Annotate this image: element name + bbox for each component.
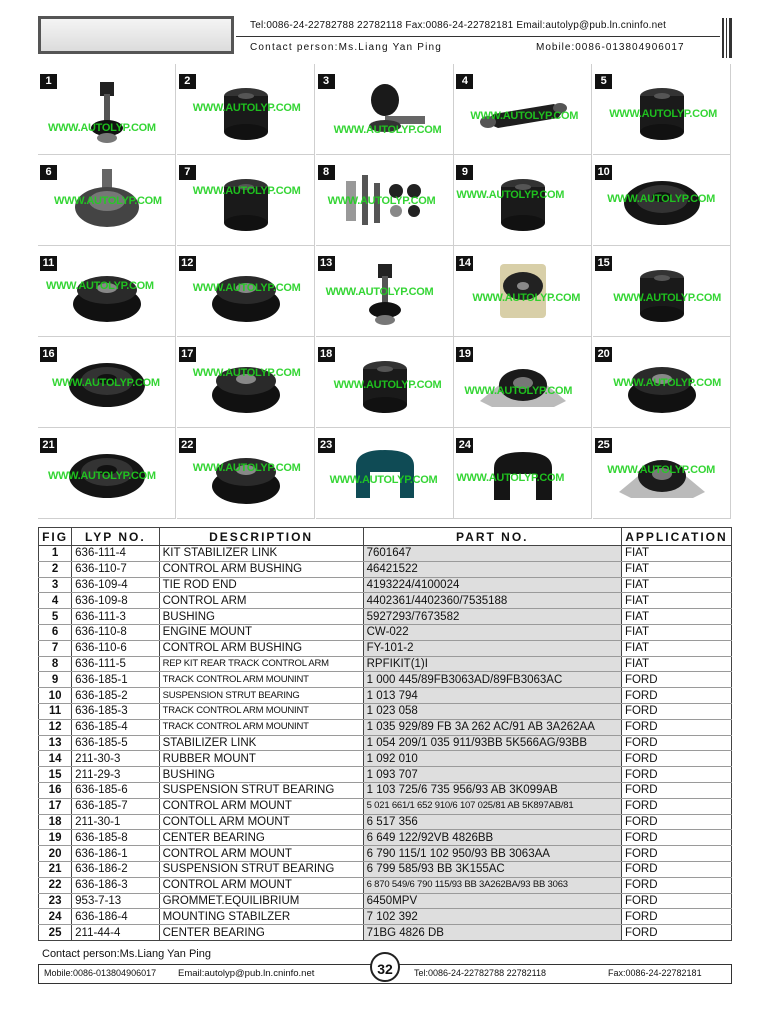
watermark: WWW.AUTOLYP.COM [333, 379, 442, 391]
cell-lyp: 636-111-4 [72, 546, 159, 562]
cell-app: FORD [621, 846, 731, 862]
cell-app: FORD [621, 798, 731, 814]
figure-number: 12 [179, 256, 196, 271]
cell-lyp: 636-111-5 [72, 656, 159, 672]
figure-cell-21 [38, 428, 176, 519]
table-row [39, 640, 732, 656]
table-row [39, 561, 732, 577]
figure-cell-20 [593, 337, 731, 428]
cell-part: 1 103 725/6 735 956/93 AB 3K099AB [363, 782, 621, 798]
cell-lyp: 636-186-3 [72, 877, 159, 893]
cell-part: 4402361/4402360/7535188 [363, 593, 621, 609]
cell-lyp: 636-185-4 [72, 719, 159, 735]
cell-part: CW-022 [363, 624, 621, 640]
table-row [39, 672, 732, 688]
figure-number: 10 [595, 165, 612, 180]
cell-desc: ENGINE MOUNT [159, 624, 363, 640]
cell-app: FORD [621, 719, 731, 735]
cell-fig: 3 [39, 577, 72, 593]
figure-cell-22 [177, 428, 315, 519]
cell-fig: 24 [39, 909, 72, 925]
figure-cell-4 [454, 64, 592, 155]
cell-desc: SUSPENSION STRUT BEARING [159, 861, 363, 877]
cell-desc: RUBBER MOUNT [159, 751, 363, 767]
cell-desc: CENTER BEARING [159, 830, 363, 846]
watermark: WWW.AUTOLYP.COM [46, 280, 154, 292]
figure-cell-24 [454, 428, 592, 519]
cell-fig: 10 [39, 688, 72, 704]
figure-number: 22 [179, 438, 196, 453]
figure-number: 13 [318, 256, 335, 271]
figure-cell-9 [454, 155, 592, 246]
table-row [39, 925, 732, 941]
cell-fig: 7 [39, 640, 72, 656]
cell-desc: TRACK CONTROL ARM MOUNINT [159, 703, 363, 719]
cell-part: 1 092 010 [363, 751, 621, 767]
cell-app: FIAT [621, 656, 731, 672]
cell-fig: 21 [39, 861, 72, 877]
cell-desc: REP KIT REAR TRACK CONTROL ARM [159, 656, 363, 672]
cell-fig: 15 [39, 767, 72, 783]
cell-desc: CENTER BEARING [159, 925, 363, 941]
cell-lyp: 636-185-3 [72, 703, 159, 719]
figure-cell-18 [316, 337, 454, 428]
mount-icon [177, 337, 315, 428]
cell-part: 1 000 445/89FB3063AD/89FB3063AC [363, 672, 621, 688]
figure-number: 21 [40, 438, 57, 453]
cell-lyp: 636-185-2 [72, 688, 159, 704]
cell-lyp: 636-185-5 [72, 735, 159, 751]
footer-tel: Tel:0086-24-22782788 22782118 [414, 968, 546, 978]
footer-fax: Fax:0086-24-22782181 [608, 968, 702, 978]
cell-fig: 16 [39, 782, 72, 798]
figure-cell-13 [316, 246, 454, 337]
figure-number: 11 [40, 256, 57, 271]
cell-desc: BUSHING [159, 609, 363, 625]
figure-number: 24 [456, 438, 473, 453]
cell-lyp: 211-30-1 [72, 814, 159, 830]
cell-app: FIAT [621, 546, 731, 562]
table-row [39, 767, 732, 783]
watermark: WWW.AUTOLYP.COM [48, 470, 156, 482]
cell-part: 6 649 122/92VB 4826BB [363, 830, 621, 846]
cell-part: 6 799 585/93 BB 3K155AC [363, 861, 621, 877]
figure-number: 16 [40, 347, 57, 362]
cell-part: 6 790 115/1 102 950/93 BB 3063AA [363, 846, 621, 862]
figure-number: 19 [456, 347, 473, 362]
cell-fig: 4 [39, 593, 72, 609]
table-row [39, 909, 732, 925]
table-row [39, 782, 732, 798]
cell-desc: CONTOLL ARM MOUNT [159, 814, 363, 830]
cell-lyp: 636-111-3 [72, 609, 159, 625]
figure-number: 23 [318, 438, 335, 453]
cell-desc: MOUNTING STABILZER [159, 909, 363, 925]
cell-part: 6 870 549/6 790 115/93 BB 3A262BA/93 BB 3063 [363, 877, 621, 893]
cell-part: 1 054 209/1 035 911/93BB 5K566AG/93BB [363, 735, 621, 751]
table-row [39, 546, 732, 562]
col-lyp-no: LYP NO. [72, 528, 159, 546]
cell-fig: 11 [39, 703, 72, 719]
watermark: WWW.AUTOLYP.COM [456, 189, 565, 201]
table-row [39, 719, 732, 735]
table-row [39, 877, 732, 893]
table-row [39, 703, 732, 719]
figure-number: 15 [595, 256, 612, 271]
cell-app: FORD [621, 909, 731, 925]
table-row [39, 751, 732, 767]
figure-cell-19 [454, 337, 592, 428]
cell-fig: 8 [39, 656, 72, 672]
figure-number: 1 [40, 74, 57, 89]
watermark: WWW.AUTOLYP.COM [333, 124, 442, 136]
cell-part: 1 013 794 [363, 688, 621, 704]
cell-lyp: 636-109-8 [72, 593, 159, 609]
figure-cell-25 [593, 428, 731, 519]
header-decor-bars [722, 18, 734, 58]
watermark: WWW.AUTOLYP.COM [192, 102, 301, 114]
cell-part: 1 093 707 [363, 767, 621, 783]
watermark: WWW.AUTOLYP.COM [192, 462, 301, 474]
figure-cell-8 [316, 155, 454, 246]
figure-cell-11 [38, 246, 176, 337]
watermark: WWW.AUTOLYP.COM [54, 195, 162, 207]
col-fig: FIG [39, 528, 72, 546]
header-logo-box [38, 16, 234, 54]
cell-part: 46421522 [363, 561, 621, 577]
watermark: WWW.AUTOLYP.COM [192, 282, 301, 294]
cell-part: 4193224/4100024 [363, 577, 621, 593]
table-row [39, 609, 732, 625]
cell-lyp: 953-7-13 [72, 893, 159, 909]
figure-number: 8 [318, 165, 335, 180]
bushing-icon [177, 155, 315, 246]
cell-desc: CONTROL ARM BUSHING [159, 640, 363, 656]
watermark: WWW.AUTOLYP.COM [613, 377, 721, 389]
cell-part: 7 102 392 [363, 909, 621, 925]
figure-cell-10 [593, 155, 731, 246]
cell-lyp: 211-30-3 [72, 751, 159, 767]
header-mobile-line: Mobile:0086-013804906017 [536, 42, 685, 53]
stabilizer-link-icon [38, 64, 176, 155]
cell-desc: CONTROL ARM MOUNT [159, 798, 363, 814]
table-row [39, 735, 732, 751]
figure-number: 3 [318, 74, 335, 89]
col-description: DESCRIPTION [159, 528, 363, 546]
cell-app: FORD [621, 861, 731, 877]
watermark: WWW.AUTOLYP.COM [327, 195, 436, 207]
col-application: APPLICATION [621, 528, 731, 546]
figure-number: 14 [456, 256, 473, 271]
figure-cell-5 [593, 64, 731, 155]
cell-desc: CONTROL ARM MOUNT [159, 846, 363, 862]
cell-fig: 5 [39, 609, 72, 625]
watermark: WWW.AUTOLYP.COM [48, 122, 156, 134]
cell-lyp: 636-186-1 [72, 846, 159, 862]
figure-number: 6 [40, 165, 57, 180]
watermark: WWW.AUTOLYP.COM [52, 377, 160, 389]
figure-number: 4 [456, 74, 473, 89]
watermark: WWW.AUTOLYP.COM [470, 110, 579, 122]
header-rule [236, 36, 720, 37]
header-contact-line: Contact person:Ms.Liang Yan Ping [250, 42, 443, 53]
cell-fig: 1 [39, 546, 72, 562]
figure-number: 18 [318, 347, 335, 362]
cell-fig: 6 [39, 624, 72, 640]
figure-number: 5 [595, 74, 612, 89]
footer-contact: Contact person:Ms.Liang Yan Ping [42, 948, 211, 960]
cell-fig: 2 [39, 561, 72, 577]
watermark: WWW.AUTOLYP.COM [329, 474, 438, 486]
table-row [39, 830, 732, 846]
cell-part: 6 517 356 [363, 814, 621, 830]
watermark: WWW.AUTOLYP.COM [325, 286, 434, 298]
cell-fig: 22 [39, 877, 72, 893]
cell-part: 6450MPV [363, 893, 621, 909]
watermark: WWW.AUTOLYP.COM [607, 193, 715, 205]
cell-app: FIAT [621, 577, 731, 593]
center-bearing-icon [454, 337, 592, 428]
cell-app: FORD [621, 688, 731, 704]
cell-desc: STABILIZER LINK [159, 735, 363, 751]
figure-cell-2 [177, 64, 315, 155]
watermark: WWW.AUTOLYP.COM [192, 185, 301, 197]
figure-number: 2 [179, 74, 196, 89]
figure-cell-12 [177, 246, 315, 337]
tie-rod-end-icon [316, 64, 454, 155]
table-row [39, 688, 732, 704]
cell-desc: CONTROL ARM BUSHING [159, 561, 363, 577]
cell-fig: 19 [39, 830, 72, 846]
figure-cell-15 [593, 246, 731, 337]
cell-fig: 9 [39, 672, 72, 688]
cell-desc: BUSHING [159, 767, 363, 783]
cell-part: RPFIKIT(1)I [363, 656, 621, 672]
cell-app: FORD [621, 925, 731, 941]
table-row [39, 593, 732, 609]
watermark: WWW.AUTOLYP.COM [472, 292, 581, 304]
figure-number: 7 [179, 165, 196, 180]
cell-desc: TIE ROD END [159, 577, 363, 593]
cell-desc: CONTROL ARM [159, 593, 363, 609]
cell-lyp: 636-185-1 [72, 672, 159, 688]
watermark: WWW.AUTOLYP.COM [613, 292, 721, 304]
table-row [39, 798, 732, 814]
watermark: WWW.AUTOLYP.COM [456, 472, 565, 484]
cell-app: FORD [621, 735, 731, 751]
cell-lyp: 636-186-2 [72, 861, 159, 877]
cell-desc: CONTROL ARM MOUNT [159, 877, 363, 893]
parts-table [38, 527, 732, 941]
figure-cell-3 [316, 64, 454, 155]
col-part-no: PART NO. [363, 528, 621, 546]
cell-app: FORD [621, 814, 731, 830]
figure-number: 9 [456, 165, 473, 180]
watermark: WWW.AUTOLYP.COM [464, 385, 573, 397]
cell-part: 1 023 058 [363, 703, 621, 719]
watermark: WWW.AUTOLYP.COM [609, 108, 717, 120]
cell-app: FORD [621, 782, 731, 798]
table-row [39, 893, 732, 909]
table-header-row [39, 528, 732, 546]
cell-app: FIAT [621, 624, 731, 640]
page-number: 32 [370, 952, 400, 982]
cell-part: 5 021 661/1 652 910/6 107 025/81 AB 5K897AB/81 [363, 798, 621, 814]
footer-email: Email:autolyp@pub.ln.cninfo.net [178, 968, 315, 979]
cell-lyp: 636-110-8 [72, 624, 159, 640]
cell-desc: SUSPENSION STRUT BEARING [159, 688, 363, 704]
figure-cell-17 [177, 337, 315, 428]
figure-number: 20 [595, 347, 612, 362]
cell-lyp: 636-110-7 [72, 561, 159, 577]
cell-app: FIAT [621, 561, 731, 577]
figure-cell-7 [177, 155, 315, 246]
watermark: WWW.AUTOLYP.COM [607, 464, 715, 476]
cell-app: FORD [621, 703, 731, 719]
cell-part: 7601647 [363, 546, 621, 562]
figure-cell-16 [38, 337, 176, 428]
cell-lyp: 211-29-3 [72, 767, 159, 783]
cell-app: FORD [621, 830, 731, 846]
cell-part: 71BG 4826 DB [363, 925, 621, 941]
cell-lyp: 636-186-4 [72, 909, 159, 925]
table-row [39, 861, 732, 877]
figure-number: 25 [595, 438, 612, 453]
cell-part: 5927293/7673582 [363, 609, 621, 625]
cell-app: FORD [621, 767, 731, 783]
cell-app: FORD [621, 893, 731, 909]
cell-fig: 12 [39, 719, 72, 735]
cell-desc: TRACK CONTROL ARM MOUNINT [159, 719, 363, 735]
cell-lyp: 636-185-8 [72, 830, 159, 846]
cell-fig: 20 [39, 846, 72, 862]
cell-fig: 17 [39, 798, 72, 814]
cell-lyp: 211-44-4 [72, 925, 159, 941]
figure-cell-1 [38, 64, 176, 155]
footer-mobile: Mobile:0086-013804906017 [44, 968, 157, 978]
cell-lyp: 636-185-6 [72, 782, 159, 798]
figure-cell-23 [316, 428, 454, 519]
cell-app: FIAT [621, 593, 731, 609]
figure-cell-6 [38, 155, 176, 246]
cell-lyp: 636-110-6 [72, 640, 159, 656]
cell-fig: 25 [39, 925, 72, 941]
table-row [39, 846, 732, 862]
cell-fig: 23 [39, 893, 72, 909]
cell-lyp: 636-185-7 [72, 798, 159, 814]
cell-desc: GROMMET.EQUILIBRIUM [159, 893, 363, 909]
table-row [39, 624, 732, 640]
header-tel-line: Tel:0086-24-22782788 22782118 Fax:0086-24-22782181 Email:autolyp@pub.ln.cninfo.net [250, 20, 667, 31]
cell-fig: 14 [39, 751, 72, 767]
cell-part: FY-101-2 [363, 640, 621, 656]
cell-app: FORD [621, 672, 731, 688]
cell-part: 1 035 929/89 FB 3A 262 AC/91 AB 3A262AA [363, 719, 621, 735]
cell-desc: KIT STABILIZER LINK [159, 546, 363, 562]
table-row [39, 577, 732, 593]
figure-cell-14 [454, 246, 592, 337]
product-grid [38, 64, 732, 519]
cell-fig: 18 [39, 814, 72, 830]
cell-app: FORD [621, 877, 731, 893]
cell-app: FORD [621, 751, 731, 767]
cell-lyp: 636-109-4 [72, 577, 159, 593]
cell-desc: SUSPENSION STRUT BEARING [159, 782, 363, 798]
cell-app: FIAT [621, 640, 731, 656]
figure-number: 17 [179, 347, 196, 362]
cell-fig: 13 [39, 735, 72, 751]
table-row [39, 814, 732, 830]
table-row [39, 656, 732, 672]
cell-app: FIAT [621, 609, 731, 625]
cell-desc: TRACK CONTROL ARM MOUNINT [159, 672, 363, 688]
watermark: WWW.AUTOLYP.COM [192, 367, 301, 379]
